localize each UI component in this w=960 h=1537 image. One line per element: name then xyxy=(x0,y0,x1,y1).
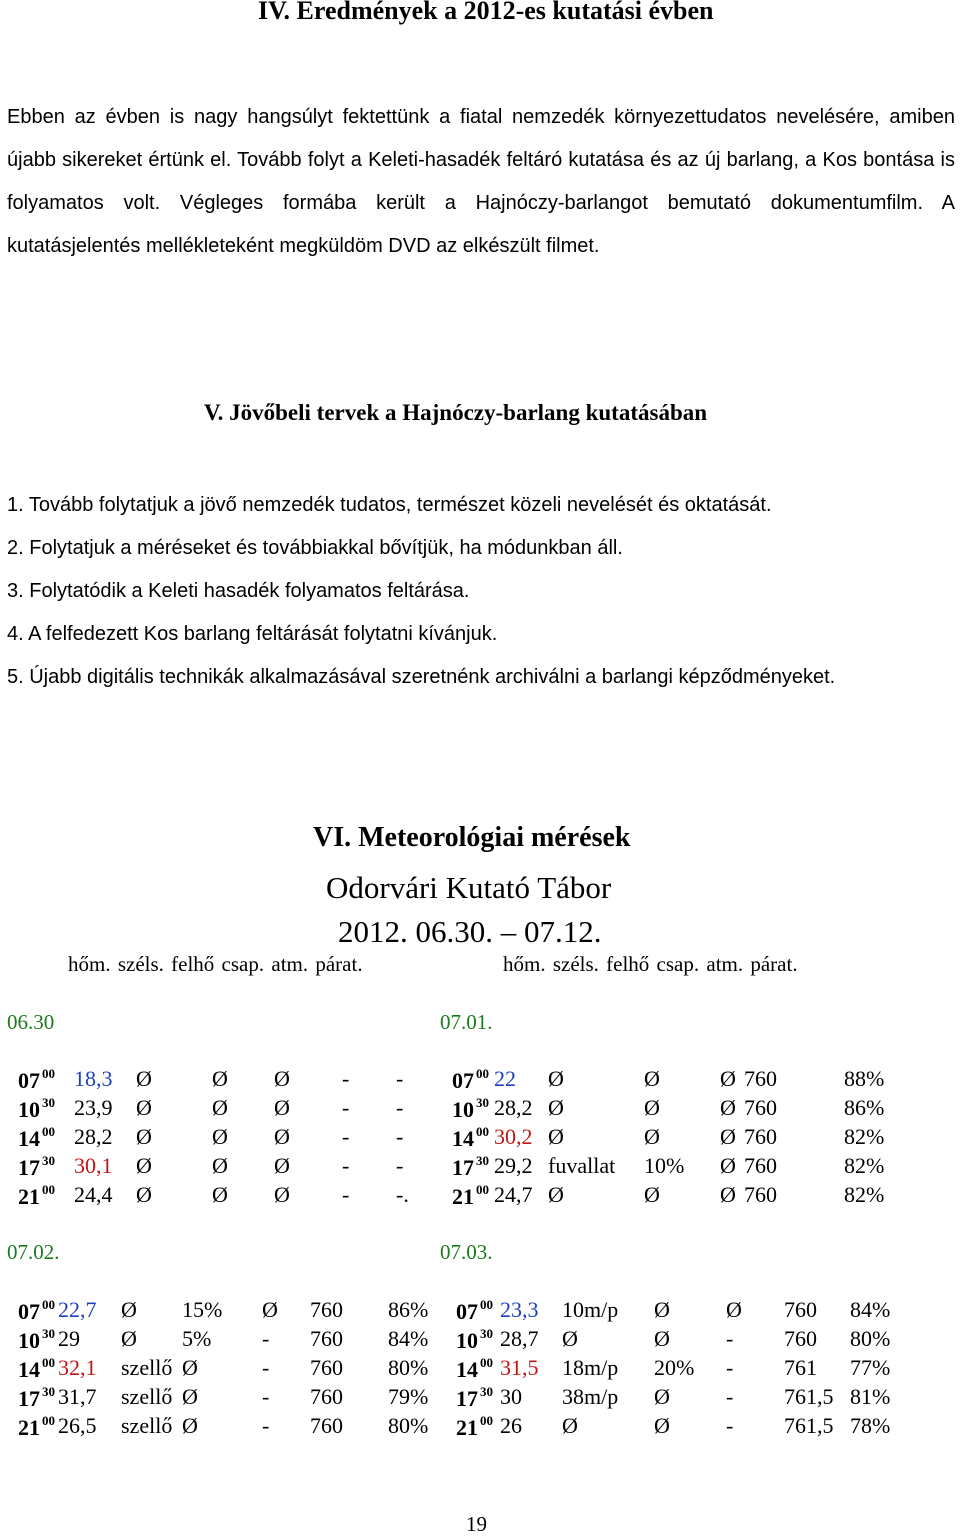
list-item: 4. A felfedezett Kos barlang feltárását folytatni kívánjuk. xyxy=(7,623,498,645)
value-cell: Ø xyxy=(136,1153,152,1178)
value-cell: 18m/p xyxy=(562,1355,619,1380)
time-cell xyxy=(452,1182,489,1210)
time-minute: 00 xyxy=(42,1066,55,1081)
table-row xyxy=(18,1066,478,1096)
value-cell: szellő xyxy=(121,1355,173,1380)
time-hour: 21 xyxy=(456,1415,478,1440)
value-cell: 760 xyxy=(310,1355,343,1380)
time-hour: 17 xyxy=(18,1386,40,1411)
table-row xyxy=(18,1297,478,1327)
time-hour: 21 xyxy=(18,1184,40,1209)
value-cell: 38m/p xyxy=(562,1384,619,1409)
table-row xyxy=(18,1153,478,1183)
time-hour: 07 xyxy=(18,1299,40,1324)
temperature-cell: 22,7 xyxy=(58,1297,97,1322)
time-hour: 14 xyxy=(18,1126,40,1151)
value-cell: 88% xyxy=(844,1066,885,1091)
value-cell: 79% xyxy=(388,1384,429,1409)
table-header-right: hőm. széls. felhő csap. atm. párat. xyxy=(503,952,798,976)
value-cell: Ø xyxy=(726,1297,742,1322)
time-minute: 00 xyxy=(480,1413,493,1428)
value-cell: -. xyxy=(396,1182,409,1207)
value-cell: 82% xyxy=(844,1153,885,1178)
value-cell: - xyxy=(262,1384,270,1409)
table-row xyxy=(18,1326,478,1356)
temperature-cell: 18,3 xyxy=(74,1066,113,1091)
value-cell: 82% xyxy=(844,1124,885,1149)
page-number: 19 xyxy=(466,1512,487,1536)
time-cell xyxy=(456,1384,493,1412)
value-cell: Ø xyxy=(720,1153,736,1178)
value-cell: Ø xyxy=(274,1124,290,1149)
value-cell: Ø xyxy=(644,1095,660,1120)
table-row xyxy=(18,1182,478,1212)
value-cell: Ø xyxy=(720,1124,736,1149)
time-minute: 00 xyxy=(42,1413,55,1428)
value-cell: 77% xyxy=(850,1355,891,1380)
value-cell: 80% xyxy=(388,1413,429,1438)
time-hour: 17 xyxy=(456,1386,478,1411)
value-cell: Ø xyxy=(644,1066,660,1091)
value-cell: Ø xyxy=(720,1095,736,1120)
time-cell xyxy=(18,1153,55,1181)
value-cell: 760 xyxy=(784,1326,817,1351)
section-4-title: IV. Eredmények a 2012-es kutatási évben xyxy=(258,0,714,25)
section-6-title: VI. Meteorológiai mérések xyxy=(313,822,631,853)
time-cell xyxy=(18,1413,55,1441)
table-row xyxy=(18,1355,478,1385)
day-label: 06.30 xyxy=(7,1010,55,1034)
temperature-cell: 26,5 xyxy=(58,1413,97,1438)
temperature-cell: 23,3 xyxy=(500,1297,539,1322)
time-hour: 14 xyxy=(18,1357,40,1382)
value-cell: Ø xyxy=(121,1326,137,1351)
value-cell: Ø xyxy=(212,1153,228,1178)
table-row xyxy=(452,1182,912,1212)
section-5-title: V. Jövőbeli tervek a Hajnóczy-barlang kutatásában xyxy=(204,400,708,425)
value-cell: 15% xyxy=(182,1297,223,1322)
temperature-cell: 29,2 xyxy=(494,1153,533,1178)
temperature-cell: 28,2 xyxy=(494,1095,533,1120)
time-minute: 00 xyxy=(480,1355,493,1370)
value-cell: Ø xyxy=(274,1153,290,1178)
plans-list xyxy=(7,490,835,705)
value-cell: Ø xyxy=(548,1066,564,1091)
time-minute: 00 xyxy=(42,1182,55,1197)
value-cell: 10m/p xyxy=(562,1297,619,1322)
table-row xyxy=(456,1297,916,1327)
time-hour: 14 xyxy=(456,1357,478,1382)
time-cell xyxy=(456,1413,493,1441)
value-cell: fuvallat xyxy=(548,1153,616,1178)
table-row xyxy=(452,1124,912,1154)
value-cell: - xyxy=(726,1355,734,1380)
value-cell: 84% xyxy=(388,1326,429,1351)
temperature-cell: 29 xyxy=(58,1326,80,1351)
temperature-cell: 31,7 xyxy=(58,1384,97,1409)
time-cell xyxy=(18,1355,55,1383)
value-cell: - xyxy=(396,1095,404,1120)
value-cell: - xyxy=(262,1355,270,1380)
time-hour: 21 xyxy=(452,1184,474,1209)
time-minute: 30 xyxy=(480,1384,493,1399)
value-cell: 760 xyxy=(744,1153,777,1178)
temperature-cell: 32,1 xyxy=(58,1355,97,1380)
table-row xyxy=(456,1413,916,1443)
temperature-cell: 30,1 xyxy=(74,1153,113,1178)
value-cell: Ø xyxy=(212,1095,228,1120)
value-cell: - xyxy=(342,1066,350,1091)
table-row xyxy=(18,1413,478,1443)
value-cell: 5% xyxy=(182,1326,212,1351)
table-row xyxy=(18,1384,478,1414)
time-minute: 00 xyxy=(476,1124,489,1139)
time-cell xyxy=(18,1095,55,1123)
temperature-cell: 24,7 xyxy=(494,1182,533,1207)
value-cell: - xyxy=(726,1384,734,1409)
value-cell: 761,5 xyxy=(784,1413,834,1438)
value-cell: 761 xyxy=(784,1355,817,1380)
list-item: 5. Újabb digitális technikák alkalmazásával szeretnénk archiválni a barlangi képződményeket. xyxy=(7,666,836,688)
value-cell: 86% xyxy=(388,1297,429,1322)
time-cell xyxy=(18,1297,55,1325)
value-cell: Ø xyxy=(654,1326,670,1351)
value-cell: 760 xyxy=(784,1297,817,1322)
table-header-left: hőm. széls. felhő csap. atm. párat. xyxy=(68,952,363,976)
value-cell: szellő xyxy=(121,1384,173,1409)
value-cell: Ø xyxy=(182,1355,198,1380)
value-cell: 10% xyxy=(644,1153,685,1178)
list-item: 3. Folytatódik a Keleti hasadék folyamatos feltárása. xyxy=(7,580,470,602)
value-cell: Ø xyxy=(212,1124,228,1149)
value-cell: Ø xyxy=(720,1182,736,1207)
station-name: Odorvári Kutató Tábor xyxy=(326,870,612,905)
value-cell: Ø xyxy=(136,1182,152,1207)
time-minute: 30 xyxy=(476,1153,489,1168)
value-cell: 80% xyxy=(388,1355,429,1380)
value-cell: - xyxy=(726,1326,734,1351)
day-label: 07.02. xyxy=(7,1240,60,1264)
temperature-cell: 30,2 xyxy=(494,1124,533,1149)
time-cell xyxy=(456,1297,493,1325)
value-cell: 80% xyxy=(850,1326,891,1351)
value-cell: Ø xyxy=(274,1182,290,1207)
time-minute: 00 xyxy=(42,1124,55,1139)
value-cell: Ø xyxy=(182,1413,198,1438)
table-row xyxy=(18,1095,478,1125)
value-cell: szellő xyxy=(121,1413,173,1438)
value-cell: Ø xyxy=(644,1182,660,1207)
temperature-cell: 28,7 xyxy=(500,1326,539,1351)
time-hour: 17 xyxy=(452,1155,474,1180)
time-minute: 00 xyxy=(42,1297,55,1312)
value-cell: Ø xyxy=(212,1182,228,1207)
table-row xyxy=(18,1124,478,1154)
value-cell: - xyxy=(342,1124,350,1149)
value-cell: Ø xyxy=(136,1124,152,1149)
time-minute: 00 xyxy=(480,1297,493,1312)
value-cell: 761,5 xyxy=(784,1384,834,1409)
value-cell: 760 xyxy=(310,1326,343,1351)
value-cell: Ø xyxy=(548,1095,564,1120)
value-cell: - xyxy=(342,1095,350,1120)
value-cell: Ø xyxy=(182,1384,198,1409)
value-cell: 760 xyxy=(744,1095,777,1120)
value-cell: 760 xyxy=(310,1384,343,1409)
time-cell xyxy=(18,1182,55,1210)
value-cell: 760 xyxy=(744,1182,777,1207)
table-row xyxy=(452,1066,912,1096)
value-cell: - xyxy=(342,1182,350,1207)
table-row xyxy=(452,1095,912,1125)
table-row xyxy=(452,1153,912,1183)
value-cell: Ø xyxy=(562,1413,578,1438)
value-cell: - xyxy=(396,1153,404,1178)
time-cell xyxy=(456,1326,493,1354)
time-minute: 00 xyxy=(42,1355,55,1370)
section-4-paragraph: Ebben az évben is nagy hangsúlyt fektettünk a fiatal nemzedék környezettudatos nevelésére, amiben újabb sikereket értünk el. Tovább folyt a Keleti-hasadék feltáró kutatása és az új barlang, a Kos bontása is folyamatos volt. Végleges formába került a Hajnóczy-barlangot bemutató dokumentumfilm. A kutatásjelentés mellékleteként megküldöm DVD az elkészült filmet. xyxy=(7,106,955,257)
list-item: 2. Folytatjuk a méréseket és továbbiakkal bővítjük, ha módunkban áll. xyxy=(7,537,623,559)
value-cell: Ø xyxy=(274,1095,290,1120)
time-hour: 10 xyxy=(452,1097,474,1122)
value-cell: - xyxy=(396,1124,404,1149)
value-cell: 81% xyxy=(850,1384,891,1409)
value-cell: Ø xyxy=(136,1066,152,1091)
value-cell: Ø xyxy=(654,1384,670,1409)
value-cell: 20% xyxy=(654,1355,695,1380)
time-cell xyxy=(18,1384,55,1412)
temperature-cell: 22 xyxy=(494,1066,516,1091)
temperature-cell: 26 xyxy=(500,1413,522,1438)
time-cell xyxy=(18,1124,55,1152)
time-cell xyxy=(452,1153,489,1181)
temperature-cell: 24,4 xyxy=(74,1182,113,1207)
table-row xyxy=(456,1326,916,1356)
time-cell xyxy=(456,1355,493,1383)
value-cell: - xyxy=(396,1066,404,1091)
value-cell: Ø xyxy=(654,1413,670,1438)
time-hour: 17 xyxy=(18,1155,40,1180)
value-cell: - xyxy=(342,1153,350,1178)
list-item: 1. Tovább folytatjuk a jövő nemzedék tudatos, természet közeli nevelését és oktatását. xyxy=(7,494,772,516)
time-minute: 30 xyxy=(42,1095,55,1110)
value-cell: Ø xyxy=(562,1326,578,1351)
time-hour: 14 xyxy=(452,1126,474,1151)
day-label: 07.01. xyxy=(440,1010,493,1034)
value-cell: Ø xyxy=(274,1066,290,1091)
value-cell: Ø xyxy=(262,1297,278,1322)
time-cell xyxy=(452,1095,489,1123)
temperature-cell: 30 xyxy=(500,1384,522,1409)
value-cell: - xyxy=(262,1413,270,1438)
time-minute: 30 xyxy=(480,1326,493,1341)
value-cell: 86% xyxy=(844,1095,885,1120)
value-cell: Ø xyxy=(654,1297,670,1322)
temperature-cell: 31,5 xyxy=(500,1355,539,1380)
time-minute: 00 xyxy=(476,1066,489,1081)
temperature-cell: 28,2 xyxy=(74,1124,113,1149)
value-cell: Ø xyxy=(212,1066,228,1091)
time-minute: 30 xyxy=(476,1095,489,1110)
time-cell xyxy=(18,1326,55,1354)
value-cell: 84% xyxy=(850,1297,891,1322)
day-label: 07.03. xyxy=(440,1240,493,1264)
value-cell: - xyxy=(262,1326,270,1351)
value-cell: Ø xyxy=(136,1095,152,1120)
value-cell: Ø xyxy=(720,1066,736,1091)
time-hour: 21 xyxy=(18,1415,40,1440)
value-cell: 760 xyxy=(310,1413,343,1438)
value-cell: - xyxy=(726,1413,734,1438)
time-minute: 30 xyxy=(42,1384,55,1399)
table-row xyxy=(456,1384,916,1414)
time-minute: 30 xyxy=(42,1153,55,1168)
value-cell: 78% xyxy=(850,1413,891,1438)
time-hour: 07 xyxy=(452,1068,474,1093)
time-cell xyxy=(18,1066,55,1094)
value-cell: Ø xyxy=(548,1182,564,1207)
time-hour: 10 xyxy=(18,1097,40,1122)
value-cell: 760 xyxy=(744,1066,777,1091)
temperature-cell: 23,9 xyxy=(74,1095,113,1120)
time-minute: 30 xyxy=(42,1326,55,1341)
time-minute: 00 xyxy=(476,1182,489,1197)
time-hour: 10 xyxy=(18,1328,40,1353)
time-hour: 07 xyxy=(456,1299,478,1324)
value-cell: Ø xyxy=(121,1297,137,1322)
value-cell: 760 xyxy=(744,1124,777,1149)
value-cell: 82% xyxy=(844,1182,885,1207)
time-hour: 07 xyxy=(18,1068,40,1093)
value-cell: Ø xyxy=(644,1124,660,1149)
time-hour: 10 xyxy=(456,1328,478,1353)
time-cell xyxy=(452,1066,489,1094)
time-cell xyxy=(452,1124,489,1152)
value-cell: Ø xyxy=(548,1124,564,1149)
value-cell: 760 xyxy=(310,1297,343,1322)
table-row xyxy=(456,1355,916,1385)
measurement-dates: 2012. 06.30. – 07.12. xyxy=(338,914,602,949)
